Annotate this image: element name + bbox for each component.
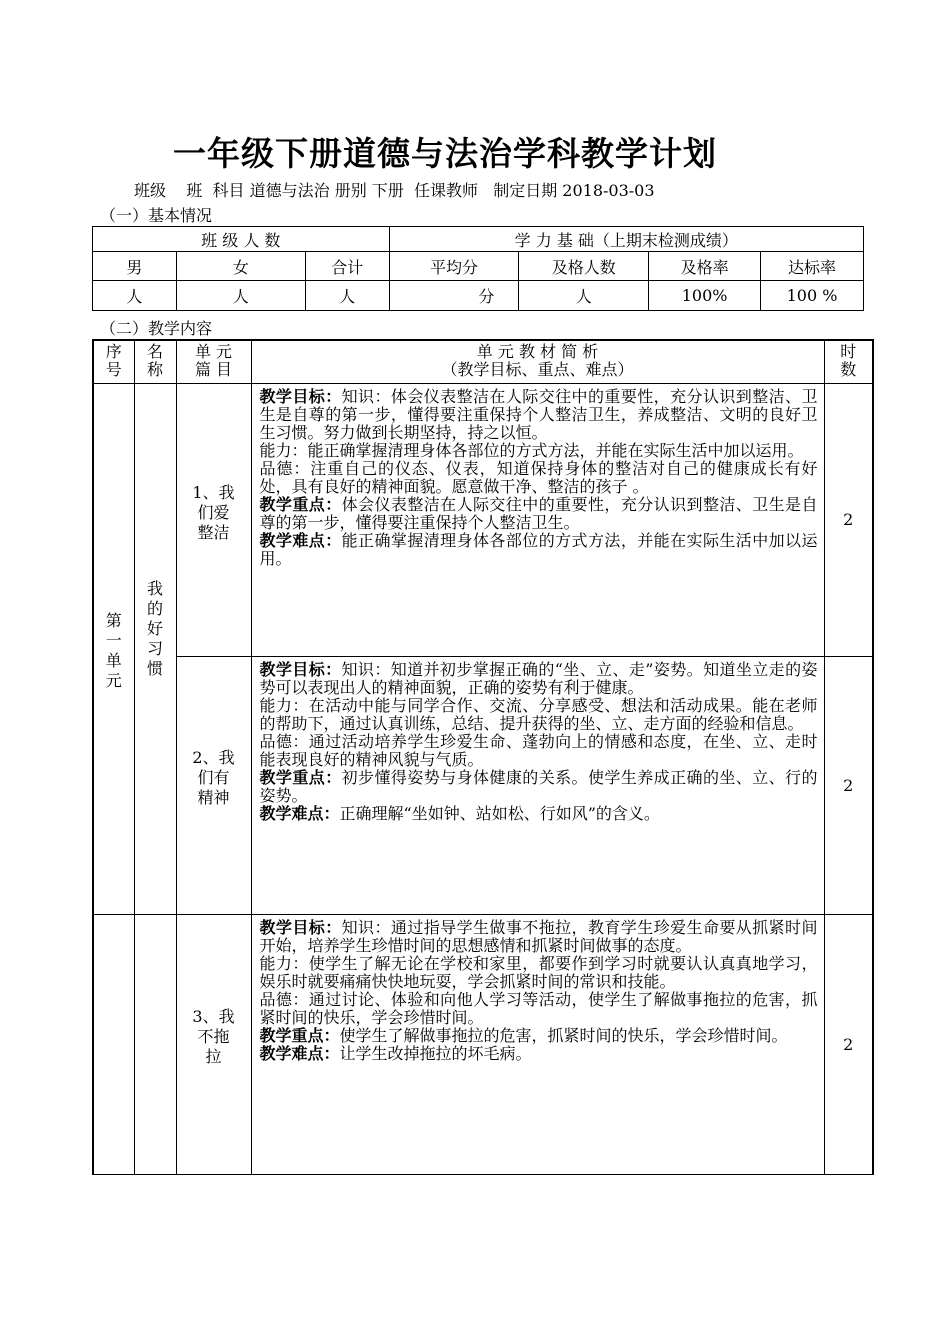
value-total: 人: [305, 281, 389, 311]
lesson-analysis: 教学目标：知识：体会仪表整洁在人际交往中的重要性，充分认识到整洁、卫生是自尊的第一步，懂得要注重保持个人整洁卫生，养成整洁、文明的良好卫生习惯。努力做到长期坚持，持之以恒。 能力：能正确掌握清理身体各部位的方式方法，并能在实际生活中加以运用。 品德：注重自己的仪态、仪表，知道保持身体的整洁对自己的健康成长有好处，具有良好的精神面貌。愿意做干净、整洁的孩子 。 教学重点：体会仪表整洁在人际交往中的重要性，充分认识到整洁、卫生是自尊的第一步，懂得要注重保持个人整洁卫生。 教学难点：能正确掌握清理身体各部位的方式方法，并能在实际生活中加以运用。: [251, 383, 824, 656]
lesson-title: 2、我 们有 精神: [176, 656, 251, 914]
analysis-title: 单 元 教 材 简 析: [476, 342, 599, 361]
basic-info-table: [92, 226, 864, 311]
lesson-hours: 2: [824, 383, 873, 656]
header-hours: 时 数: [824, 340, 873, 383]
class-count-header: 班 级 人 数: [93, 227, 390, 252]
value-pass-rate: 100%: [649, 281, 761, 311]
header-name: 名 称: [134, 340, 176, 383]
unit2-name-cell: [134, 914, 176, 1174]
foundation-header: 学 力 基 础（上期末检测成绩）: [389, 227, 863, 252]
header-male: 男: [93, 252, 177, 281]
header-average: 平均分: [389, 252, 519, 281]
value-pass-count: 人: [519, 281, 649, 311]
unit1-name: 我 的 好 习 惯: [134, 383, 176, 914]
lesson-title: 3、我 不拖 拉: [176, 914, 251, 1174]
header-pass-count: 及格人数: [519, 252, 649, 281]
value-male: 人: [93, 281, 177, 311]
header-standard-rate: 达标率: [761, 252, 864, 281]
lesson-analysis: 教学目标：知识：通过指导学生做事不拖拉，教育学生珍爱生命要从抓紧时间开始，培养学生珍惜时间的思想感情和抓紧时间做事的态度。 能力：使学生了解无论在学校和家里，都要作到学习时就要认认真真地学习，娱乐时就要痛痛快快地玩耍，学会抓紧时间的常识和技能。 品德：通过讨论、体验和向他人学习等活动，使学生了解做事拖拉的危害，抓紧时间的快乐，学会珍惜时间。 教学重点：使学生了解做事拖拉的危害，抓紧时间的快乐，学会珍惜时间。 教学难点：让学生改掉拖拉的坏毛病。: [251, 914, 824, 1174]
lesson-hours: 2: [824, 914, 873, 1174]
lesson-title: 1、我 们爱 整洁: [176, 383, 251, 656]
meta-line: 班级 班 科目 道德与法治 册别 下册 任课教师 制定日期 2018-03-03: [134, 181, 655, 200]
section-content-title: （二）教学内容: [100, 319, 213, 338]
value-female: 人: [176, 281, 305, 311]
lesson-analysis: 教学目标：知识：知道并初步掌握正确的“坐、立、走”姿势。知道坐立走的姿势可以表现出人的精神面貌，正确的姿势有利于健康。 能力：在活动中能与同学合作、交流、分享感受、想法和活动成果。能在老师的帮助下，通过认真训练，总结、提升获得的坐、立、走方面的经验和信息。 品德：通过活动培养学生珍爱生命、蓬勃向上的情感和态度，在坐、立、走时能表现良好的精神风貌与气质。 教学重点：初步懂得姿势与身体健康的关系。使学生养成正确的坐、立、行的姿势。 教学难点：正确理解“坐如钟、站如松、行如风”的含义。: [251, 656, 824, 914]
header-unit-title: 单 元 篇 目: [176, 340, 251, 383]
header-female: 女: [176, 252, 305, 281]
unit1-seq: 第 一 单 元: [93, 383, 134, 914]
header-total: 合计: [305, 252, 389, 281]
header-pass-rate: 及格率: [649, 252, 761, 281]
header-seq: 序 号: [93, 340, 134, 383]
content-table: [92, 339, 874, 1175]
unit2-seq-cell: [93, 914, 134, 1174]
page-title: 一年级下册道德与法治学科教学计划: [173, 134, 717, 173]
section-basic-title: （一）基本情况: [100, 206, 213, 225]
lesson-hours: 2: [824, 656, 873, 914]
value-standard-rate: 100 %: [761, 281, 864, 311]
header-analysis: [251, 340, 824, 383]
analysis-subtitle: （教学目标、重点、难点）: [441, 360, 634, 379]
value-average: 分: [389, 281, 519, 311]
